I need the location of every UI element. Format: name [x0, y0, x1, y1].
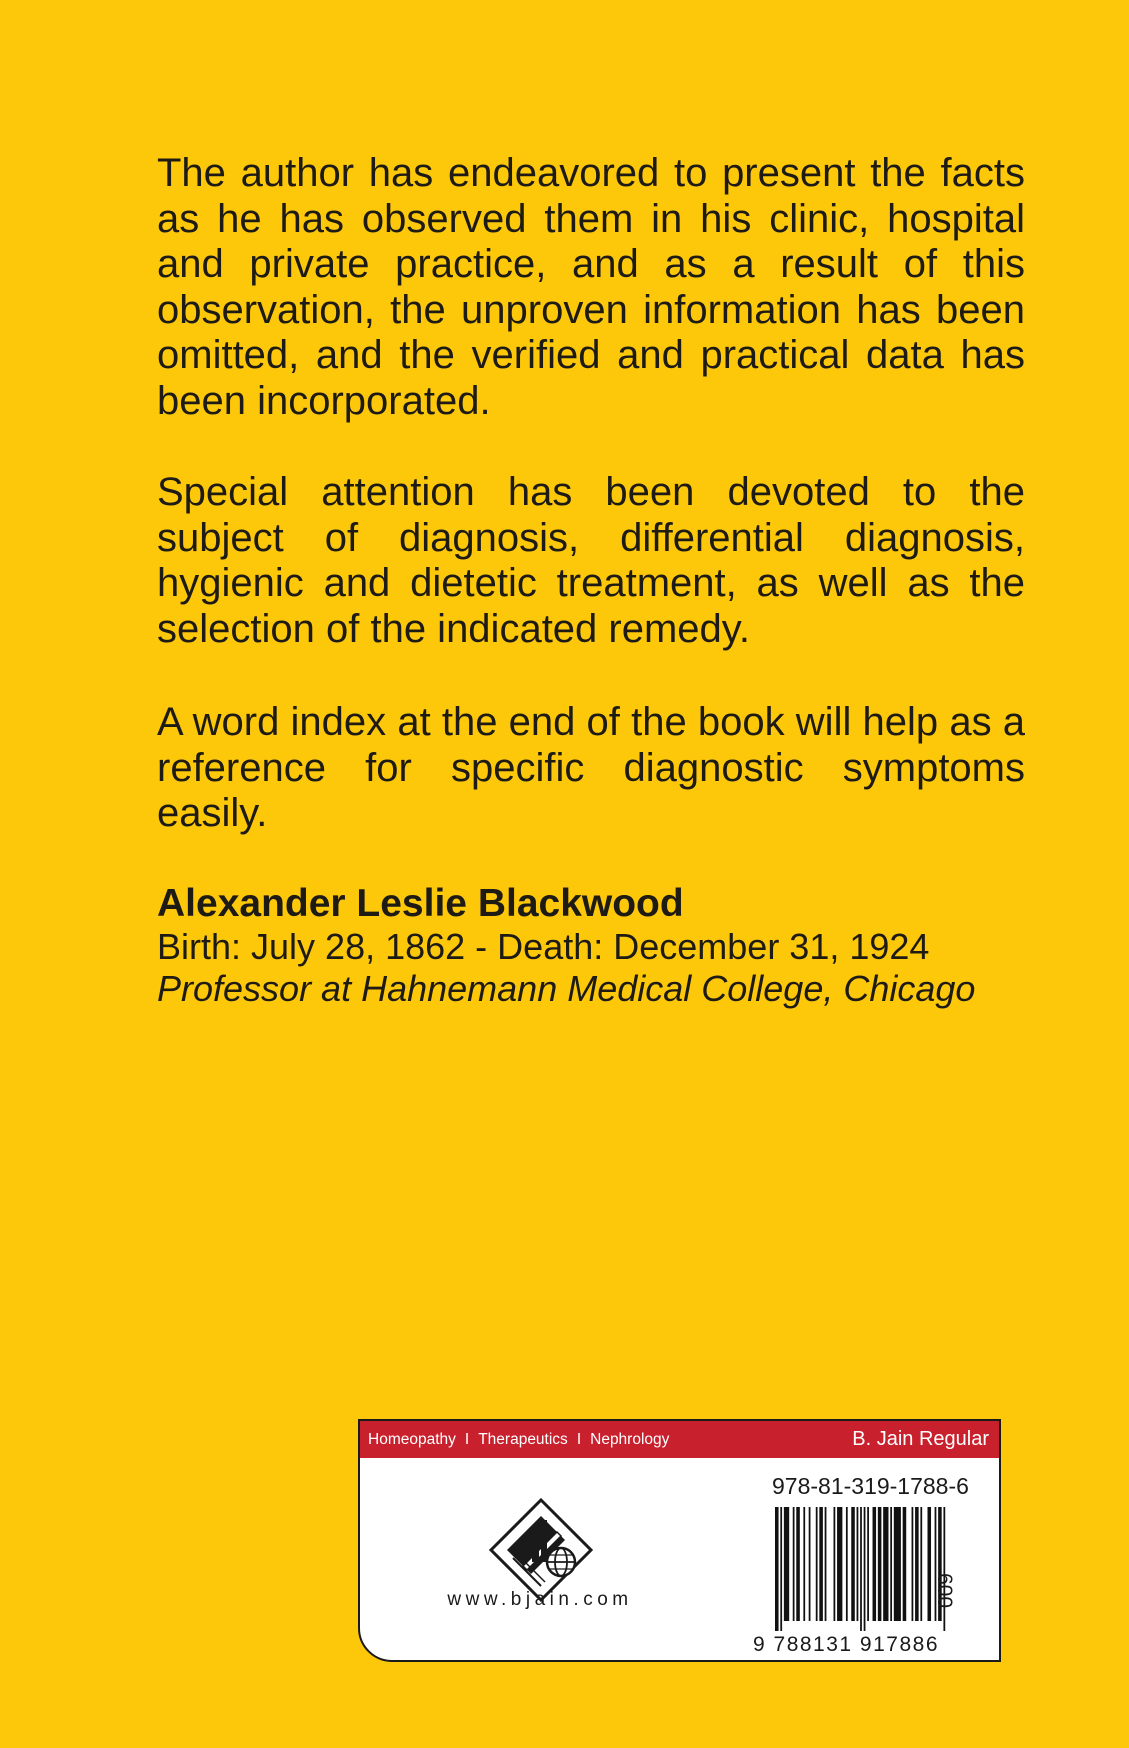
description-paragraph-3: A word index at the end of the book will help as a reference for specific diagnostic symptoms easily.	[157, 700, 1025, 835]
subject-homeopathy: Homeopathy	[368, 1430, 456, 1448]
barcode-icon	[775, 1507, 947, 1631]
author-title: Professor at Hahnemann Medical College, Chicago	[157, 968, 976, 1009]
subject-separator: I	[576, 1430, 582, 1448]
author-info	[157, 882, 1057, 1010]
series-name: B. Jain Regular	[852, 1428, 989, 1450]
barcode-digits: 9 788131 917886	[753, 1633, 939, 1656]
author-name: Alexander Leslie Blackwood	[157, 882, 684, 925]
description-paragraph-2: Special attention has been devoted to the subject of diagnosis, differential diagnosis, hygienic and dietetic treatment, as well as the selection of the indicated remedy.	[157, 470, 1025, 651]
price-code: 600	[933, 1573, 956, 1609]
subject-list	[368, 1421, 669, 1458]
description-paragraph-1: The author has endeavored to present the facts as he has observed them in his clinic, hospital and private practice, and as a result of this observation, the unproven information has been omitted, and the verified and practical data has been incorporated.	[157, 151, 1025, 423]
publisher-label	[358, 1419, 1001, 1662]
category-bar	[360, 1421, 999, 1458]
website-url[interactable]: www.bjain.com	[447, 1589, 633, 1610]
subject-therapeutics: Therapeutics	[478, 1430, 568, 1448]
subject-separator: I	[464, 1430, 470, 1448]
isbn-number: 978-81-319-1788-6	[772, 1473, 969, 1499]
subject-nephrology: Nephrology	[590, 1430, 670, 1448]
author-dates: Birth: July 28, 1862 - Death: December 31, 1924	[157, 926, 930, 967]
